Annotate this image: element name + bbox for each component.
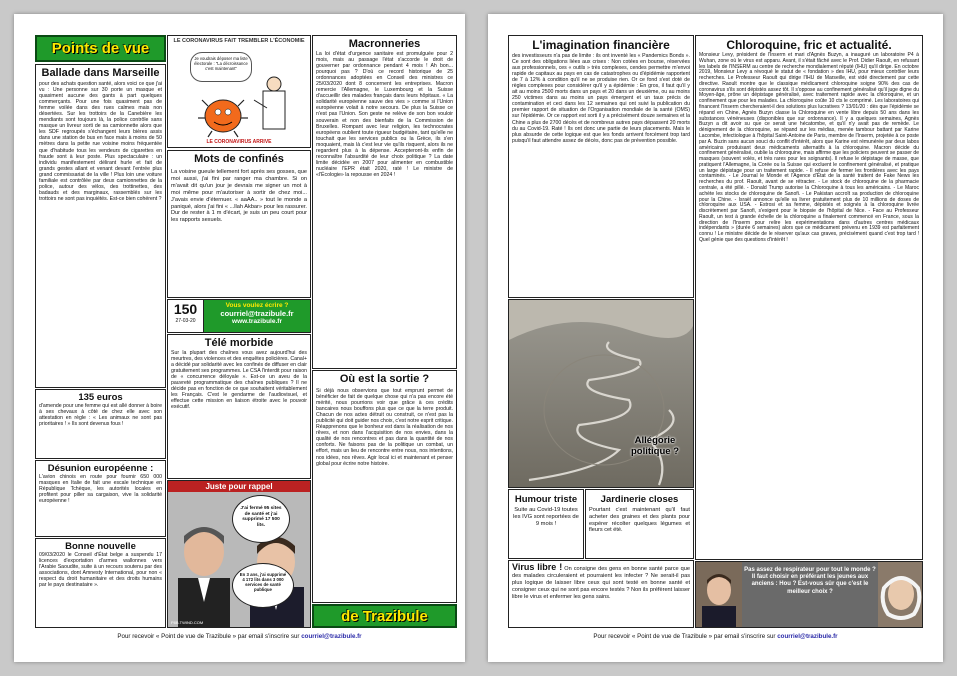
- article-body: Monsieur Levy, président de l'Inserm et mari d'Agnès Buzyn, a inauguré un laboratoire P4 à Wuhan, zone où le virus est apparu. Avant, il s'était fâché avec le Prof. Didier Raoult, en refusant les labels de l'INSERM au centre de recherche mondialement réputé (IHU) qu'il dirige. En octobre 2019, Monsieur Levy a révoqué le statut de « fondation » des IHU, pour mieux contrôler leurs recherches. Le Professeur Raoult qui dirige l'IHU de Marseille, est vidé directement par cette directive. Raoult montre que le classique médicament chloroquine soigne 90% des cas de coronavirus s'ils sont dépistés assez tôt. Il s'oppose au confinement généralisé qu'il juge digne du Moyen-âge, prône un dépistage généralisé, avec traitement rapide avec la chloroquine, et un confinement que pour les malades. La chloroquine coûte 10 cts le comprimé. Les laboratoires qui financent l'Inserm chercheraient-il des solutions plus lucratives ? 13/01/20 : dès que l'épidémie se répand en Chine, Agnès Buzyn classe la Chloroquine en vente libre depuis 50 ans dans les substances vénéneuses (disponibles que sur ordonnance). Il y a quelques semaines, Agnès Buzyn a dit avoir su que ce serait une hécatombe, et qu'il n'y avait pas de remède. Le dénigrement de la chloroquine, se répand sur les médias, menée tambour battant par Karine Lacombe, infectiologue à l'hôpital Saint-Antoine de Paris, membre de l'Inserm, projetée à ce poste par A. Buzin sans aucun souci du conflit d'intérêt, alors que Karine est rémunérée par deux labos américains produisant deux médicaments alternatifs à la chloroquine. Macron décide du confinement généralisé, oublie la chloroquine, mais affirme que les policiers peuvent se passer de masques (souvent volés, et très rares pour les soignants). Il refuse le dépistage de masse, que pratiquent l'Allemagne, la Corée ou la Suisse qui excluent le confinement généralisé, et pratique un large dépistage pour un traitement rapide. - Il refuse de fermer les frontières avec les pays contaminés. - Le Journal le Monde et l'Agence d'État de la santé traitent de Fake News les recherches du prof. Raoult, avant de se rétracter. - Le stock de chloroquine de la pharmacie centrale, a été pillé. - Donald Trump autorise la Chloroquine à tous les américains. - Le Maroc achète les stocks de chloroquine de Sanofi. - Le Pakistan accroît sa production de chloroquine pour la Chine. - Israël annonce qu'elle va livrer gratuitement plus de 10 millions de doses de chloroquine aux USA. - Estrosi et sa femme, dépistés et soignés à la chloroquine livrée discrètement par Sanofi, s'exigent pour le biopsie de l'hôpital de Nice. - Face au Professeur Raoult, un test à grande échelle de la chloroquine a finalement commencé en France, sous la direction de l'Inserm pour relire les expérimentations dans d'autres centres médicaux indépendants » (durée 6 semaines) alors que ce médicament prévenu en 1939 est parfaitement connu ! Le ministre décide de le réserver qu'aux cas graves, précisément quand c'est trop tard ! Quel génie que des questions d'intérêt !: [699, 52, 919, 243]
- article-imagination-financiere: [508, 35, 694, 298]
- newsletter-banner-top: [35, 35, 166, 62]
- issue-number: 150: [173, 301, 198, 317]
- article-tele-morbide: [167, 334, 311, 479]
- winding-road-photo: [509, 300, 694, 488]
- newsletter-page-1: [14, 14, 465, 662]
- article-virus-libre: [508, 560, 694, 628]
- cartoon-footer: LE CORONAVIRUS ARRIVE: [206, 139, 272, 145]
- article-title: 135 euros: [78, 392, 123, 403]
- article-body: d'amende pour une femme qui est allé donner à boire à ses chevaux à côté de chez elle avec son attestation en règle : « Les animaux ne sont pas prioritaires ! » Ils sont devenus fous !: [39, 403, 162, 428]
- article-title: Virus libre !: [512, 562, 563, 572]
- photo-allegorie: [508, 299, 694, 488]
- article-title: Humour triste: [514, 494, 578, 505]
- speech-bubble-left: J'ai fermé 95 sites de santé et j'ai supprimé 17 500 lits.: [232, 495, 290, 543]
- newsletter-page-2: [488, 14, 943, 662]
- cartoon-coronavirus: [167, 35, 311, 148]
- article-chloroquine: [695, 35, 923, 560]
- banner-bottom-text: de Trazibule: [341, 607, 428, 625]
- article-title: Bonne nouvelle: [65, 541, 136, 552]
- article-body: pour des achats question santé, alors voici ce que j'ai vu : Une personne sur 30 porte un masque et quasiment aucune des gants à part quelques commerçants. Pour une fois quasiment pas de femme voilée dans des rues calmes mais non désertées. Sur les trottoirs de la Canebière les mendiants sont toujours là, la police contrôle sans masque un livreur sorti de sa camionnette alors que les SDF regroupés s'échangent leurs bières assis dans une station de bus en face mais à moins de 50 mètres dans la petite rue voisine moins fréquentée que d'habitude tous les vendeurs de cigarettes en fraude sont à leur poste. Plus spectaculaire : un individu manifestement délirant hurle et fait de grands gestes allant et venant devant l'entrée plus grand commissariat de la ville ! Plus loin une voiture familiale est contrôlée par deux camionnettes de la police, autour des vélos, des trottinettes, des badauds et des marginaux, rassemblés sur les trottoirs ne sont pas inquiétés. Est-ce bien cohérent ?: [39, 81, 162, 202]
- issue-date: 27-03-20: [175, 318, 196, 324]
- footer-email-link[interactable]: courriel@trazibule.fr: [301, 633, 362, 640]
- article-body: Suite au Covid-19 toutes les IVG sont reportées de 9 mois !: [513, 507, 579, 527]
- cartoon-speech-bubble: Je voudrais déposer ma liste électorale : "La décroissance c'est maintenant": [190, 52, 252, 82]
- contact-block: [204, 300, 310, 332]
- footer-text: Pour recevoir « Point de vue de Trazibule » par email s'inscrire sur: [117, 633, 300, 640]
- article-title: Désunion européenne :: [47, 463, 154, 474]
- cartoon-caption: LE CORONAVIRUS FAIT TREMBLER L'ÉCONOMIE: [173, 38, 305, 44]
- article-body: des investisseurs n'a pas de limite : ils ont inventé les « Pandemics Bonds ». Ce sont des obligations liées aux crises : Non cotées en bourse, réservées aux professionnels, ces « outils » très complexes, cendes permettre m'envoi rapide de capitaux au pays en cas de catastrophes ou d'épidémie rapportent de 7 à 12% à condition qu'il ne se produise rien. Or ce fond s'est doté de règles complexes pour considérer qu'il y a épidémie : En gros, il faut qu'il y ait au moins 2500 morts dans un pays et 20 dans un deuxième, ou au moins 250 victimes dans au moins un pays émergent et un taux précis de contamination et ceci dans les 12 semaines qui ont suivi la publication du premier rapport de situation de l'Organisation mondiale de la santé (OMS) sur l'épidémie. Or ce rapport est sorti il y a précisément douze semaines et la Chine a plus de 2700 décès et de nombreux autres pays dépassent 20 morts du au Covid-19. Raté ! Ils ont donc une partie de leurs placements. Mais le plus absurde de cette logique est que les fonds arrivent forcément trop tard puisqu'il faut attendre assez de décès, donc pas de prévention possible.: [512, 53, 690, 144]
- photo-juste-pour-rappel: [167, 480, 311, 628]
- photo-caption: Allégorie politique ?: [630, 435, 680, 457]
- article-body-wrapper: [512, 564, 690, 601]
- article-title: Ballade dans Marseille: [41, 67, 160, 79]
- article-title: Macronneries: [348, 38, 421, 50]
- article-body: Sur la plupart des chaînes vous avez aujourd'hui des meurtres, des violences et des enquêtes policières. Canal+ a décidé par solidarité avec les confinés de diffuser en clair gratuitement ses programmes. Le CSA l'interdit pour raison de « concurrence déloyale ». Est-ce un aveu de la pauvreté programmatique des chaînes publiques ? Il ne décide pas en fonction de ce que souhaitent véritablement les Français. C'est le gendarme de l'audiovisuel, et effectue cette mission en liaison étroite avec le pouvoir exécutif.: [171, 350, 307, 411]
- footer-email-link[interactable]: courriel@trazibule.fr: [777, 633, 838, 640]
- article-body: Si déjà nous observions que tout emprunt permet de bénéficier de fait de quelque chose qui n'a pas encore été mérité, nous pourrions voir que grâce à ces crédits bancaires nous bouffons plus que ce que la terre produit. Chacun de nos actes détruit ou construit, ce n'est pas la publicité qui doit guider nos choix, c'est notre esprit critique. Réapprenons que le bonheur est dans la réalisation de nos rêves, et non dans l'acquisition de nos envies, dans la qualité de nos rencontres et pas dans la quantité de nos conforts. Ne faisons pas de la politique un combat, un effort, mais un lieu de rencontre entre nous, nos intentions, nos idées, nos rêves. Agir local ici et maintenant et penser global pour écrire notre histoire.: [316, 388, 453, 467]
- article-title: Mots de confinés: [194, 153, 284, 165]
- article-humour-triste: [508, 489, 584, 559]
- article-body: La voisine gueule tellement fort après ses gosses, que moi aussi, j'ai fini par ranger ma chambre. Si on m'avait dit qu'un jour je devrais me signer un mot à moi même pour m'autoriser à sortir de chez moi... J'avais envie d'éternuer. « aaAA.. » tout le monde a paniqué, alors j'ai fini « ...llah Akbar» pour les rassurer. Dur de rester à 1 m d'écart, je suis un peu court pour les rapports sexuels.: [171, 169, 307, 224]
- article-title: L'imagination financière: [532, 38, 670, 52]
- website-link[interactable]: www.trazibule.fr: [232, 318, 282, 325]
- article-body: 09/03/2020 le Conseil d'État belge a suspendu 17 licences d'exportation d'armes wallonnes vers l'Arabie Saoudite, suite à un recours soutenu par des associations, dont Amnesty International, pour non « respect du droit humanitaire et des droits humains par le pays destinataire ».: [39, 552, 162, 589]
- article-jardinerie: [585, 489, 694, 559]
- article-desunion: [35, 460, 166, 537]
- quote-text: Pas assez de respirateur pour tout le monde ? Il faut choisir en préférant les jeunes aux anciens : Hou ? Est-vous sûr que c'est le meilleur choix ?: [744, 567, 876, 595]
- write-label: Vous voulez écrire ?: [225, 302, 289, 309]
- article-body: L'avion chinois en route pour fournir 650 000 masques en Italie de fait une escale technique en République Tchèque, les autorités locales en profitent pour piller sa cargaison, vive la solidarité européenne !: [39, 474, 162, 505]
- speech-bubble-right: En 3 ans, j'ai supprimé 4 172 lits dans 3 000 services de santé publique: [232, 563, 294, 608]
- article-ou-est-la-sortie: [312, 370, 457, 603]
- photo-respirateur: [695, 561, 923, 628]
- article-body: La loi d'état d'urgence sanitaire est promulguée pour 2 mois, mais au passage l'état s'accorde le droit de gouverner par ordonnance pendant 4 mois ! Ah bon... pourquoi pas ? D'où ce record historique de 25 ordonnances adoptées en Conseil des ministres ce 25/03/2020 dont 8 concernent les entreprises. Macron remercie l'Allemagne, le Luxembourg et la Suisse d'accueillir des malades français dans leurs hôpitaux. « La solidarité européenne sauve des vies » comme si l'Union européenne volait à notre secours. De plus la Suisse ce n'est pas l'Union. Son geste ne relève de son bon vouloir souverain et non des bienfaits de la Commission de Bruxelles. Rompant avec leur religion, les technocrates européens oublient toute rigueur budgétaire, tant qu'elle ne touchait que les services publics ou la Grèce, ils s'en moquaient, mais là c'est leur vie qu'ils risquent, alors ils ne regardent plus à la dépense. Accepteront-ils enfin de reconnaître l'absurdité de leur choix politique ? La date limite décidée en 2007 pour alimenter en combustible nucléaire l'EPR était 2020, raté ! Le ministre de «l'Écologie» la repousse en 2024 !: [316, 51, 453, 178]
- article-macronneries: [312, 35, 457, 369]
- photo-credit: P8B.TWIND.COM: [171, 620, 204, 625]
- contact-email-link[interactable]: courriel@trazibule.fr: [220, 309, 294, 318]
- article-body: Pourtant c'est maintenant qu'il faut acheter des graines et des plants pour espérer récolter quelques légumes et fleurs cet été.: [589, 507, 690, 534]
- banner-top-text: Points de vue: [51, 40, 150, 57]
- page-footer: [488, 633, 943, 640]
- photo-title: Juste pour rappel: [168, 481, 310, 492]
- article-title: Télé morbide: [204, 337, 274, 349]
- issue-number-badge: [168, 300, 204, 332]
- article-mots-de-confines: [167, 150, 311, 298]
- issue-info-bar: [167, 299, 311, 333]
- newsletter-banner-bottom: [312, 604, 457, 628]
- article-135-euros: [35, 389, 166, 459]
- article-bonne-nouvelle: [35, 538, 166, 628]
- article-title: Où est la sortie ?: [339, 373, 430, 385]
- cartoon-drawing: [168, 36, 311, 148]
- footer-text: Pour recevoir « Point de vue de Trazibule » par email s'inscrire sur: [593, 633, 776, 640]
- article-title: Chloroquine, fric et actualité.: [726, 38, 892, 52]
- page-footer: [14, 633, 465, 640]
- article-body: On consigne des gens en bonne santé parce que des malades circuleraient et pourraient les infecter ? Ne serait-il pas plus logique de laisser libre ceux qui sont testé en bonne santé et consigner ceux qui ne sont pas encore testés ? Non ils préfèrent laisser libre le virus et enfermer les gens sains.: [512, 566, 690, 600]
- article-ballade: [35, 64, 166, 388]
- article-title: Jardinerie closes: [600, 494, 679, 505]
